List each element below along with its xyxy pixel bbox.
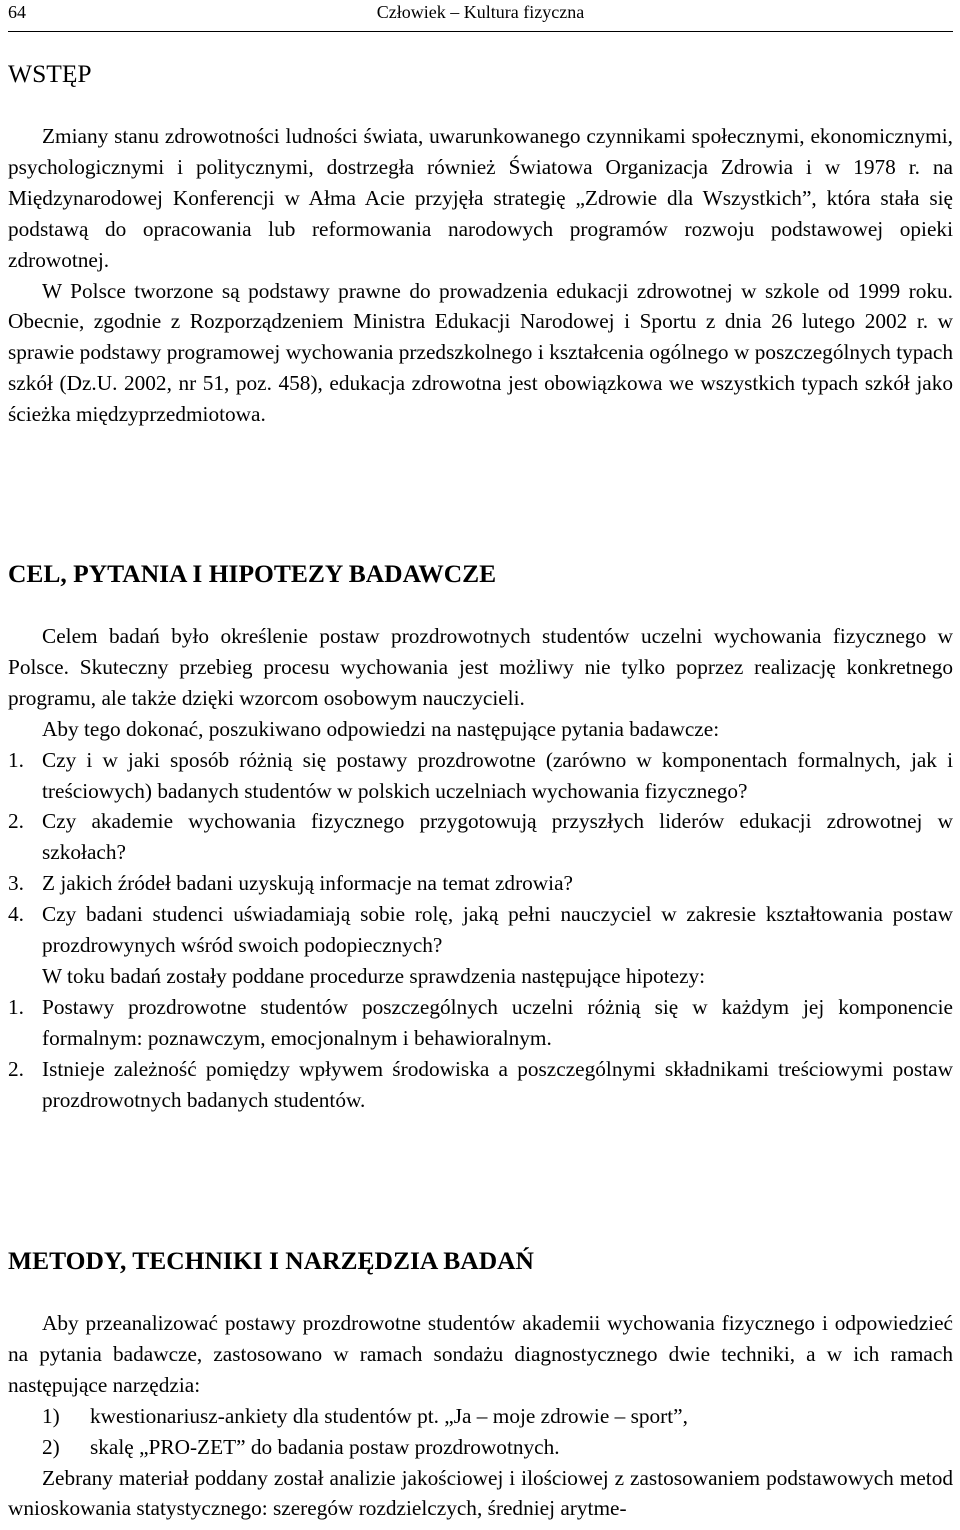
- methods-paragraph-1: Aby przeanalizować postawy prozdrowotne studentów akademii wychowania fizycznego i odpowiedzieć na pytania badawcze, zastosowano w ramach sondażu diagnostycznego dwie techniki, a w ich ramach następujące narzędzia:: [8, 1311, 953, 1397]
- aims-paragraph-2: Aby tego dokonać, poszukiwano odpowiedzi na następujące pytania badawcze:: [42, 716, 720, 741]
- methods-paragraph-2: Zebrany materiał poddany został analizie jakościowej i ilościowej z zastosowaniem podstawowych metod wnioskowania statystycznego: szeregów rozdzielczych, średniej arytme-: [8, 1465, 953, 1521]
- header-rule: [8, 31, 953, 32]
- list-item: 2. Istnieje zależność pomiędzy wpływem środowiska a poszczególnymi składnikami treściowymi postaw prozdrowotnych badanych studentów.: [8, 1056, 953, 1112]
- intro-paragraph-2: W Polsce tworzone są podstawy prawne do prowadzenia edukacji zdrowotnej w szkole od 1999 roku. Obecnie, zgodnie z Rozporządzeniem Ministra Edukacji Narodowej i Sportu z dnia 26 lutego 2002 r. w sprawie podstawy programowej wychowania przedszkolnego i kształcenia ogólnego w poszczególnych typach szkół (Dz.U. 2002, nr 51, poz. 458), edukacja zdrowotna jest obowiązkowa we wszystkich typach szkół jako ścieżka międzyprzedmiotowa.: [8, 278, 953, 427]
- tools-list: [8, 1401, 953, 1463]
- page-number: 64: [8, 2, 26, 22]
- list-item: 2. Czy akademie wychowania fizycznego przygotowują przyszłych liderów edukacji zdrowotnej w szkołach?: [8, 809, 953, 865]
- intro-paragraph-1: Zmiany stanu zdrowotności ludności świata, uwarunkowanego czynnikami społecznymi, ekonomicznymi, psychologicznymi i politycznymi, dostrzegła również Światowa Organizacja Zdrowia i w 1978 r. na Międzynarodowej Konferencji w Ałma Acie przyjęła strategię „Zdrowie dla Wszystkich”, która stała się podstawą do opracowania lub reformowania narodowych programów rozwoju podstawowej opieki zdrowotnej.: [8, 124, 953, 272]
- list-item: 4. Czy badani studenci uświadamiają sobie rolę, jaką pełni nauczyciel w zakresie kształtowania postaw prozdrowynych wśród swoich podopiecznych?: [8, 902, 953, 958]
- hypotheses-list: [8, 992, 953, 1116]
- aims-paragraph-3: W toku badań zostały poddane procedurze sprawdzenia następujące hipotezy:: [42, 963, 706, 988]
- aims-paragraph-1: Celem badań było określenie postaw prozdrowotnych studentów uczelni wychowania fizycznego w Polsce. Skuteczny przebieg procesu wychowania jest możliwy nie tylko poprzez realizację konkretnego programu, ale także dzięki wzorcom osobowym nauczycieli.: [8, 624, 953, 710]
- section-title-methods: METODY, TECHNIKI I NARZĘDZIA BADAŃ: [8, 1246, 534, 1275]
- page-header: [8, 0, 953, 26]
- list-item: 1) kwestionariusz-ankiety dla studentów pt. „Ja – moje zdrowie – sport”,: [42, 1403, 688, 1428]
- list-item: 1. Postawy prozdrowotne studentów poszczególnych uczelni różnią się w każdym jej komponencie formalnym: poznawczym, emocjonalnym i behawioralnym.: [8, 994, 953, 1050]
- running-title: Człowiek – Kultura fizyczna: [376, 2, 585, 22]
- section-title-intro: WSTĘP: [8, 59, 92, 88]
- list-item: 3. Z jakich źródeł badani uzyskują informacje na temat zdrowia?: [8, 871, 574, 896]
- list-item: 1. Czy i w jaki sposób różnią się postawy prozdrowotne (zarówno w komponentach formalnych, jak i treściowych) badanych studentów w polskich uczelniach wychowania fizycznego?: [8, 747, 953, 803]
- aims-body: [8, 621, 953, 1116]
- intro-body: [8, 121, 953, 430]
- section-title-aims: CEL, PYTANIA I HIPOTEZY BADAWCZE: [8, 559, 497, 588]
- research-questions-list: [8, 745, 953, 961]
- list-item: 2) skalę „PRO-ZET” do badania postaw prozdrowotnych.: [42, 1434, 560, 1459]
- methods-body: [8, 1308, 953, 1524]
